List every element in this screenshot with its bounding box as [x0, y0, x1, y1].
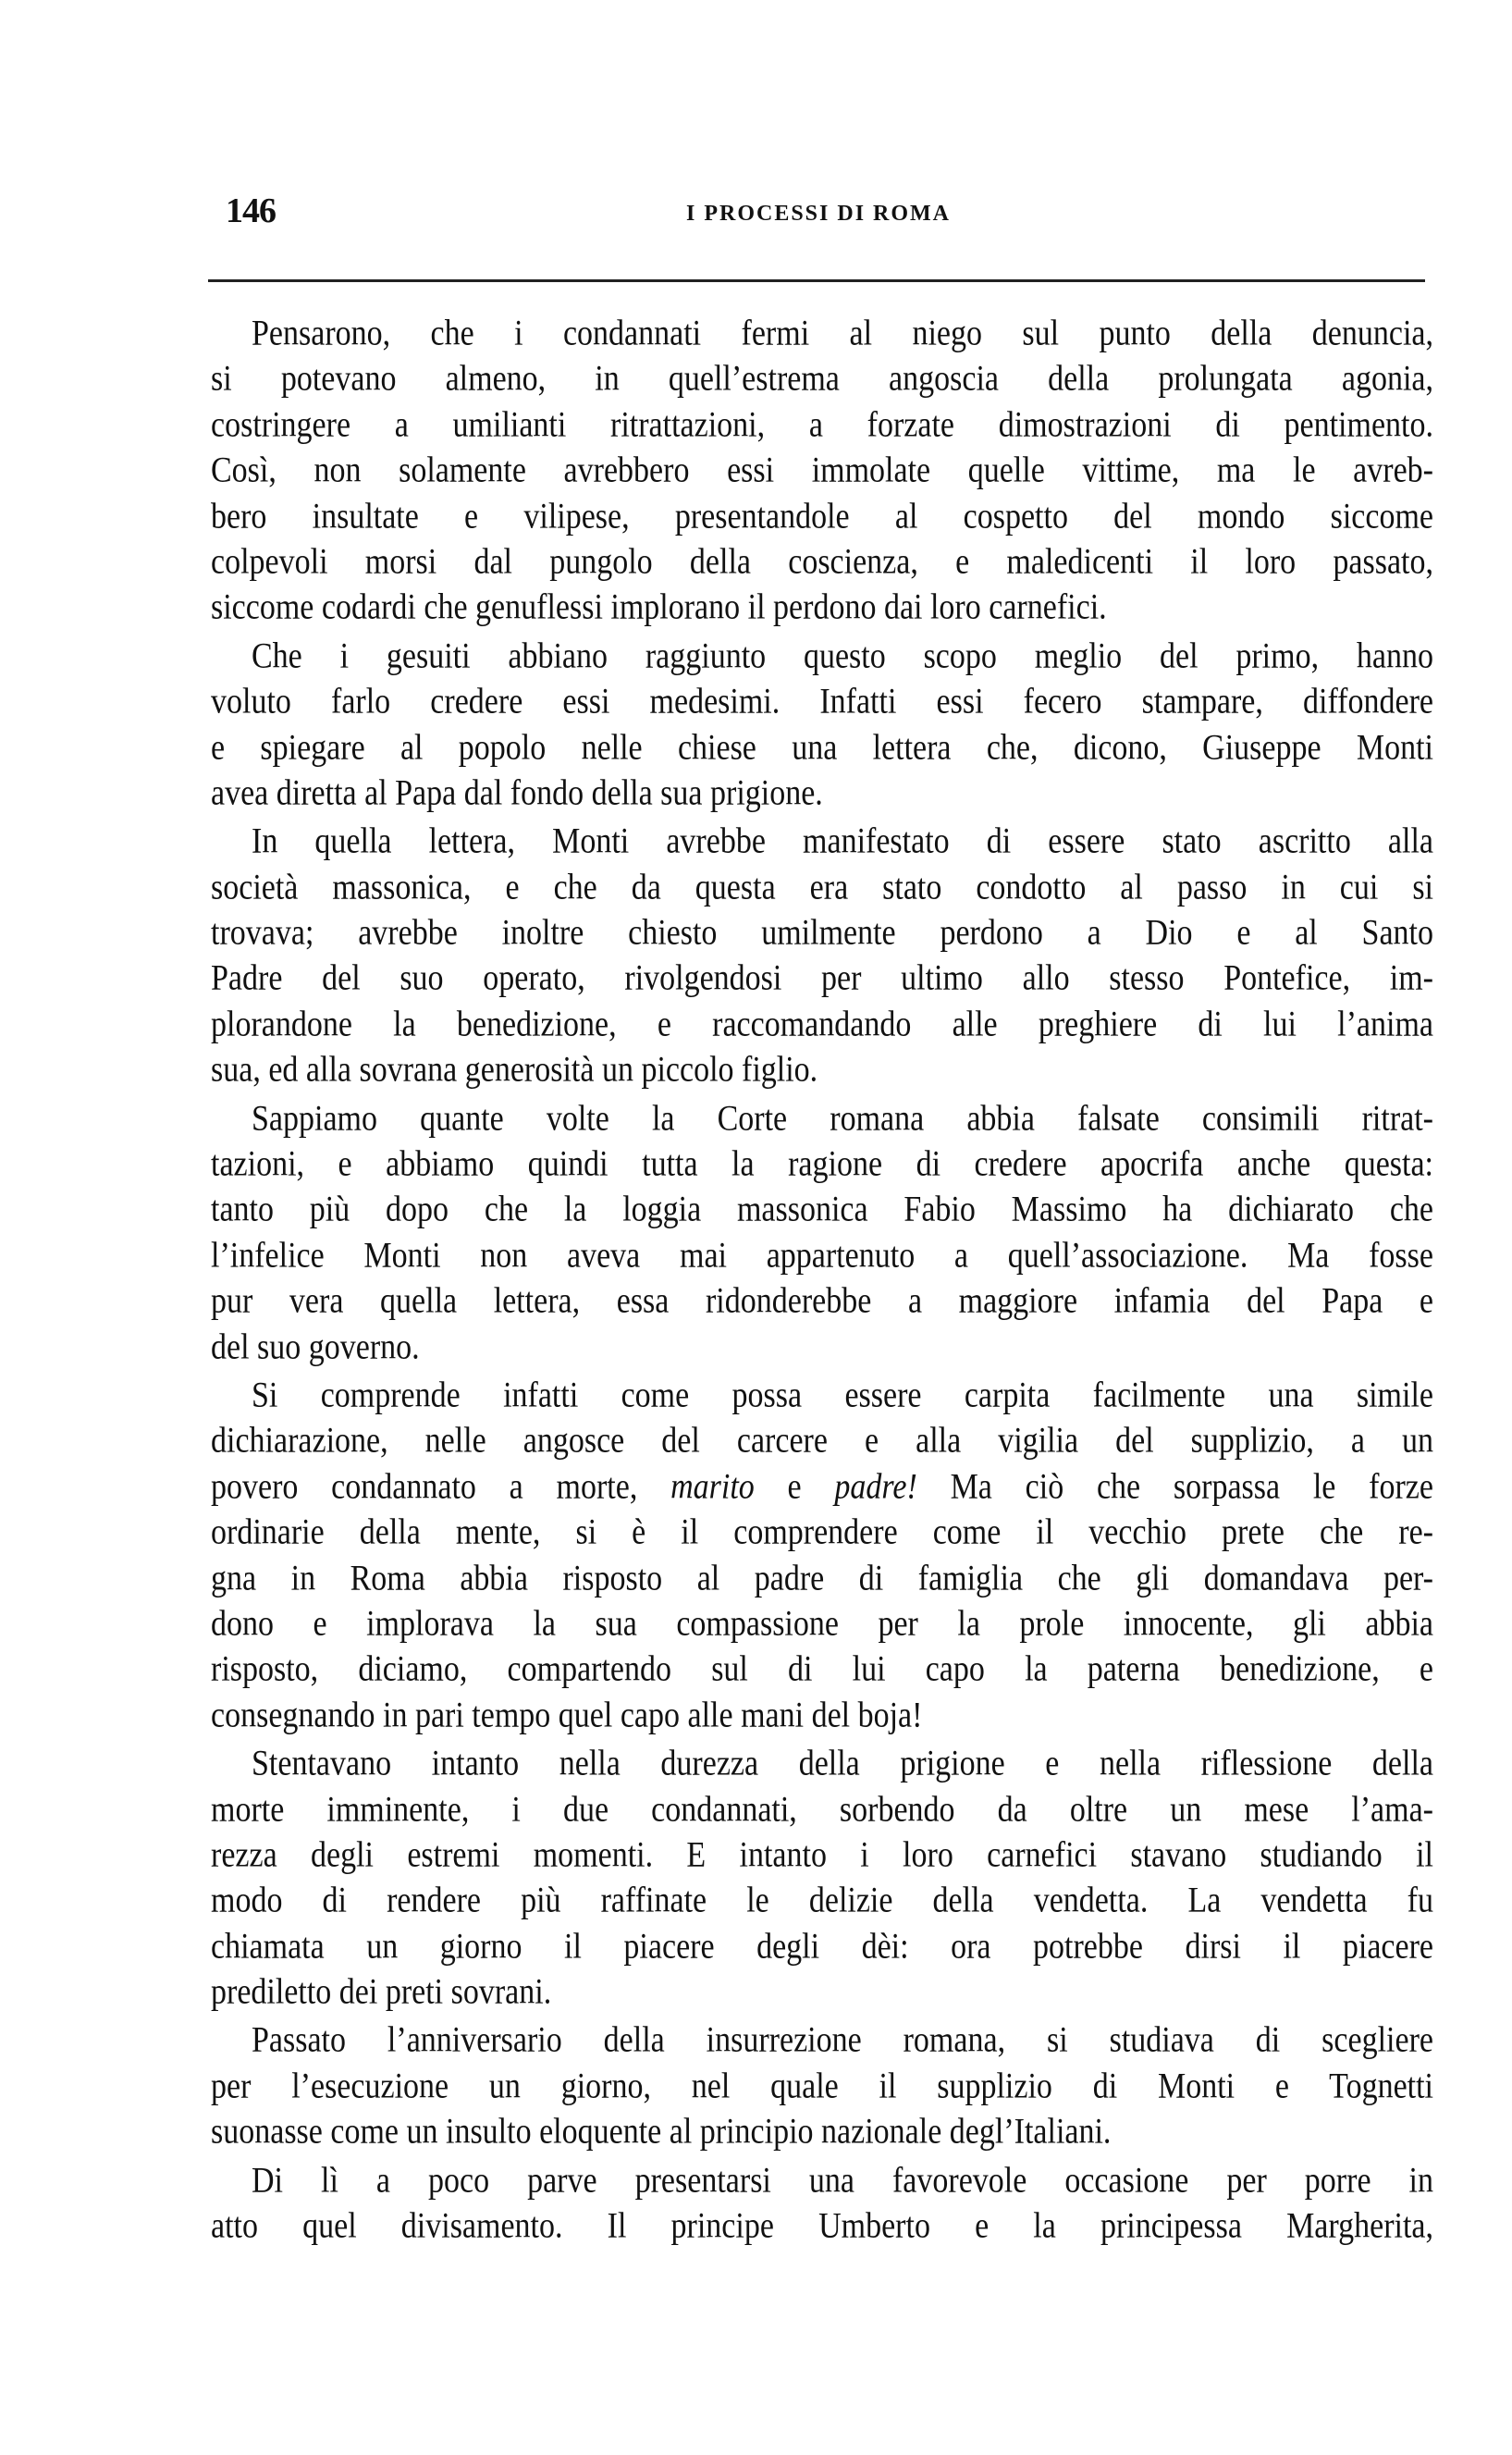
- text-line: dono e implorava la sua compassione per la prole innocente, gli abbia: [211, 1604, 1433, 1644]
- text-segment: povero condannato a morte,: [211, 1466, 671, 1507]
- text-line: pur vera quella lettera, essa ridonderebbe a maggiore infamia del Papa e: [211, 1281, 1433, 1321]
- text-line: avea diretta al Papa dal fondo della sua prigione.: [211, 773, 823, 813]
- paragraph: [211, 1741, 1433, 2015]
- text-line: atto quel divisamento. Il principe Umberto e la principessa Margherita,: [211, 2206, 1433, 2246]
- page-number: 146: [226, 191, 276, 230]
- italic-text: marito: [670, 1466, 755, 1507]
- text-line: suonasse come un insulto eloquente al principio nazionale degl’Italiani.: [211, 2112, 1112, 2152]
- text-line: Così, non solamente avrebbero essi immolate quelle vittime, ma le avreb-: [211, 450, 1433, 490]
- text-line: siccome codardi che genuflessi implorano il perdono dai loro carnefici.: [211, 587, 1107, 628]
- text-line: tazioni, e abbiamo quindi tutta la ragione di credere apocrifa anche questa:: [211, 1144, 1433, 1184]
- paragraph: [211, 2017, 1433, 2154]
- text-line: plorandone la benedizione, e raccomandando alle preghiere di lui l’anima: [211, 1005, 1433, 1044]
- text-line: gna in Roma abbia risposto al padre di famiglia che gli domandava per-: [211, 1558, 1433, 1598]
- text-line: In quella lettera, Monti avrebbe manifestato di essere stato ascritto alla: [252, 821, 1433, 862]
- text-line: Pensarono, che i condannati fermi al niego sul punto della denuncia,: [252, 314, 1433, 353]
- paragraph: [211, 1373, 1433, 1738]
- body-text: [211, 311, 1433, 2251]
- paragraph: [211, 1096, 1433, 1370]
- running-title: I PROCESSI DI ROMA: [685, 202, 952, 226]
- text-line: costringere a umilianti ritrattazioni, a forzate dimostrazioni di pentimento.: [211, 404, 1433, 445]
- text-line: dichiarazione, nelle angosce del carcere e alla vigilia del supplizio, a un: [211, 1421, 1433, 1462]
- text-line: rezza degli estremi momenti. E intanto i loro carnefici stavano studiando il: [211, 1835, 1433, 1875]
- italic-text: padre!: [834, 1466, 917, 1507]
- text-line: per l’esecuzione un giorno, nel quale il supplizio di Monti e Tognetti: [211, 2066, 1433, 2106]
- text-line: prediletto dei preti sovrani.: [211, 1972, 552, 2012]
- text-line: voluto farlo credere essi medesimi. Infatti essi fecero stampare, diffondere: [211, 682, 1433, 722]
- paragraph: [211, 634, 1433, 817]
- text-line: si potevano almeno, in quell’estrema angoscia della prolungata agonia,: [211, 359, 1433, 400]
- text-line: l’infelice Monti non aveva mai appartenuto a quell’associazione. Ma fosse: [211, 1236, 1433, 1276]
- text-line: Padre del suo operato, rivolgendosi per ultimo allo stesso Pontefice, im-: [211, 958, 1433, 999]
- text-line: consegnando in pari tempo quel capo alle mani del boja!: [211, 1695, 923, 1735]
- text-line: morte imminente, i due condannati, sorbendo da oltre un mese l’ama-: [211, 1789, 1433, 1830]
- text-segment: e: [754, 1466, 835, 1507]
- text-line: colpevoli morsi dal pungolo della coscienza, e maledicenti il loro passato,: [211, 542, 1433, 582]
- text-line: modo di rendere più raffinate le delizie della vendetta. La vendetta fu: [211, 1881, 1433, 1921]
- paragraph: [211, 819, 1433, 1092]
- text-line: Di lì a poco parve presentarsi una favorevole occasione per porre in: [252, 2160, 1433, 2201]
- text-segment: Ma ciò che sorpassa le forze: [916, 1466, 1433, 1507]
- paragraph: [211, 2158, 1433, 2250]
- paragraph: [211, 311, 1433, 631]
- text-line: Sappiamo quante volte la Corte romana abbia falsate consimili ritrat-: [252, 1098, 1433, 1139]
- text-line: bero insultate e vilipese, presentandole al cospetto del mondo siccome: [211, 496, 1433, 537]
- header-rule: [208, 279, 1425, 282]
- text-line: Si comprende infatti come possa essere carpita facilmente una simile: [252, 1376, 1433, 1415]
- text-line: Che i gesuiti abbiano raggiunto questo scopo meglio del primo, hanno: [252, 635, 1433, 676]
- text-line: trovava; avrebbe inoltre chiesto umilmente perdono a Dio e al Santo: [211, 913, 1433, 953]
- text-line: sua, ed alla sovrana generosità un piccolo figlio.: [211, 1050, 818, 1090]
- text-line: ordinarie della mente, si è il comprendere come il vecchio prete che re-: [211, 1512, 1433, 1552]
- text-line: Stentavano intanto nella durezza della prigione e nella riflessione della: [252, 1744, 1433, 1783]
- text-line: risposto, diciamo, compartendo sul di lui capo la paterna benedizione, e: [211, 1649, 1433, 1690]
- text-line: del suo governo.: [211, 1326, 420, 1367]
- text-line: Passato l’anniversario della insurrezione romana, si studiava di scegliere: [252, 2020, 1433, 2061]
- text-line: tanto più dopo che la loggia massonica Fabio Massimo ha dichiarato che: [211, 1190, 1433, 1230]
- text-line: società massonica, e che da questa era stato condotto al passo in cui si: [211, 867, 1433, 907]
- text-line: chiamata un giorno il piacere degli dèi: ora potrebbe dirsi il piacere: [211, 1926, 1433, 1967]
- text-line: e spiegare al popolo nelle chiese una lettera che, dicono, Giuseppe Monti: [211, 727, 1433, 768]
